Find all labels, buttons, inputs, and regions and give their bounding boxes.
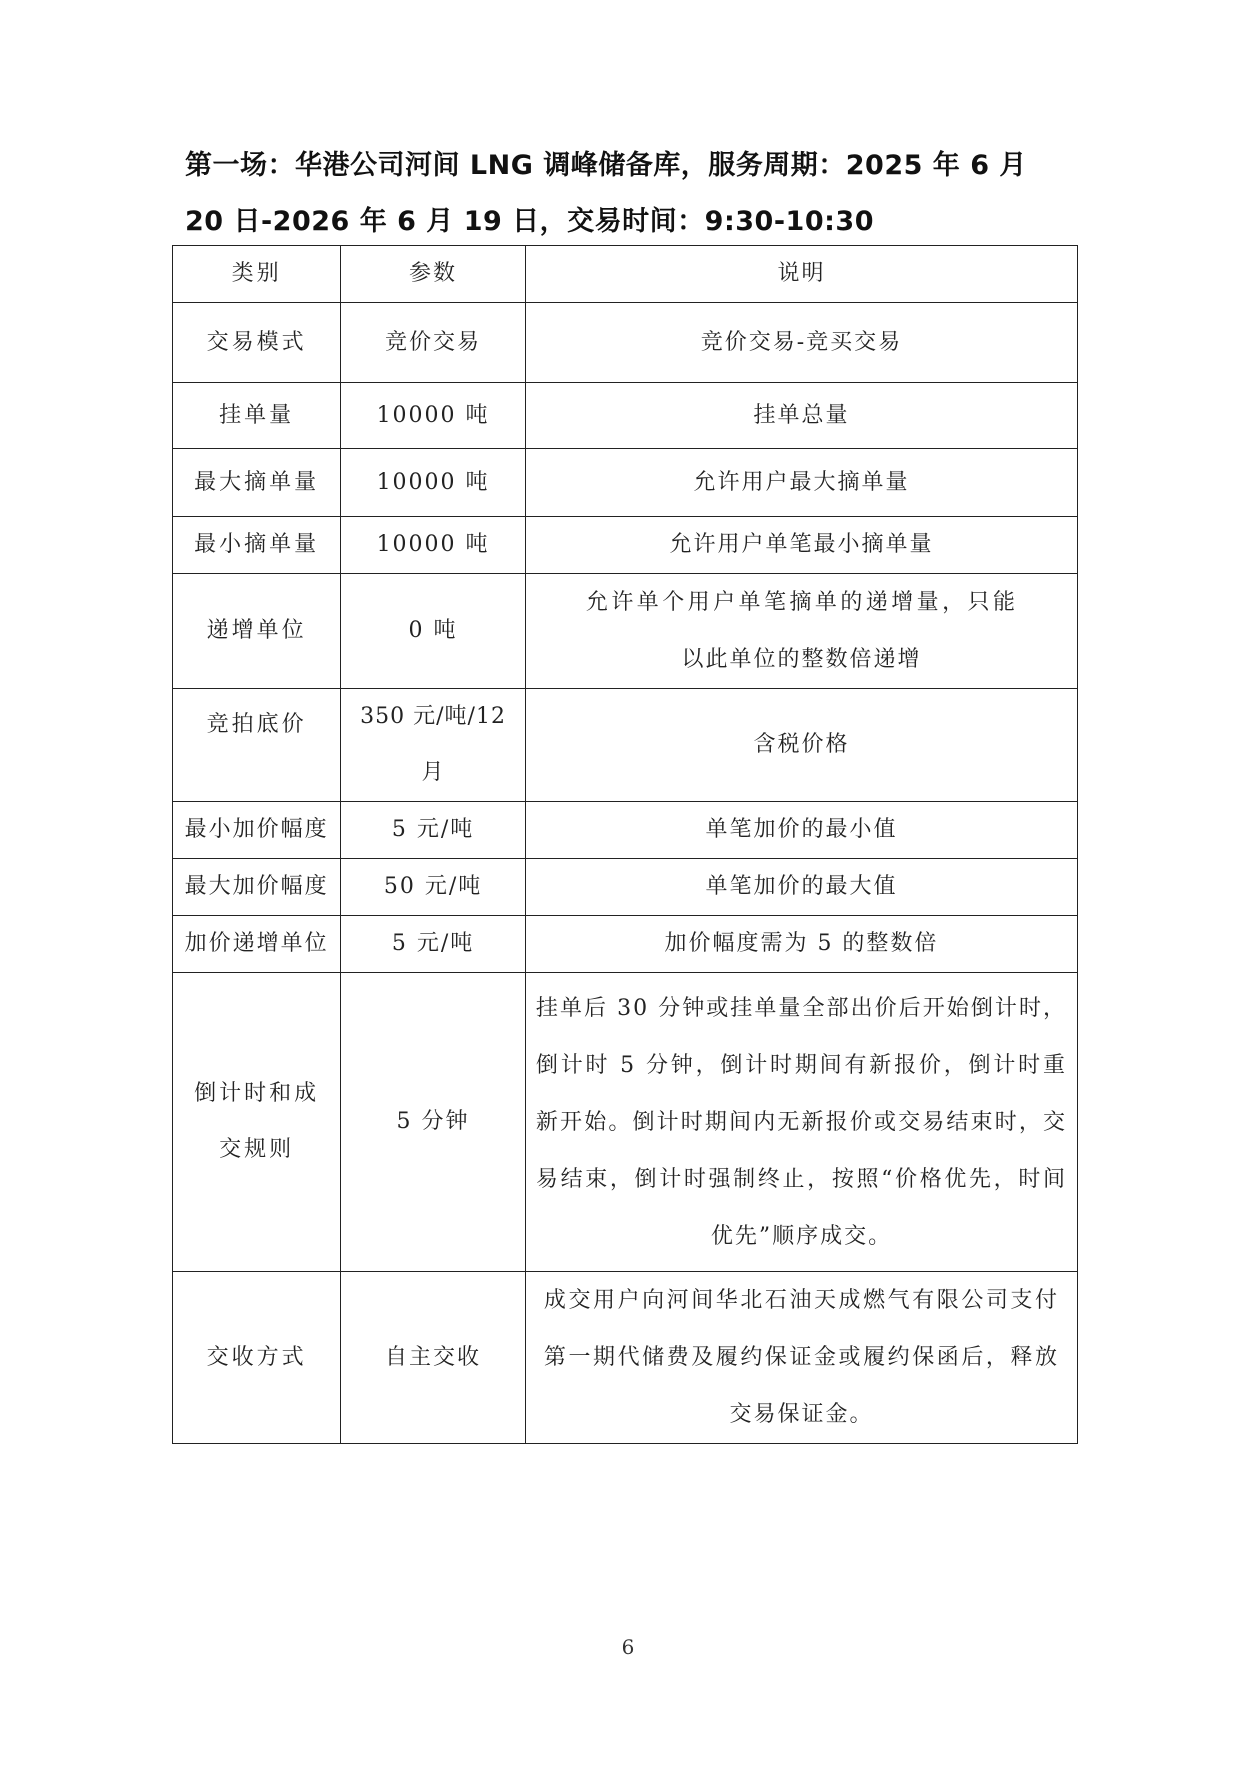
row-param: 5 元/吨 bbox=[341, 802, 526, 859]
table-row bbox=[173, 859, 1078, 916]
row-category: 倒计时和成交规则 bbox=[173, 973, 341, 1272]
row-param: 10000 吨 bbox=[341, 383, 526, 449]
row-desc: 成交用户向河间华北石油天成燃气有限公司支付第一期代储费及履约保证金或履约保函后，释放交易保证金。 bbox=[525, 1272, 1077, 1444]
row-desc: 允许用户单笔最小摘单量 bbox=[525, 517, 1077, 574]
row-category: 最小加价幅度 bbox=[173, 802, 341, 859]
table-row bbox=[173, 383, 1078, 449]
table-row bbox=[173, 303, 1078, 383]
row-desc: 竞价交易-竞买交易 bbox=[525, 303, 1077, 383]
row-category: 交易模式 bbox=[173, 303, 341, 383]
row-param: 自主交收 bbox=[341, 1272, 526, 1444]
row-param: 0 吨 bbox=[341, 574, 526, 689]
table-row bbox=[173, 689, 1078, 802]
row-param: 50 元/吨 bbox=[341, 859, 526, 916]
trading-parameters-table bbox=[172, 245, 1078, 1444]
row-param: 10000 吨 bbox=[341, 449, 526, 517]
row-param: 10000 吨 bbox=[341, 517, 526, 574]
row-param: 350 元/吨/12 月 bbox=[341, 689, 526, 802]
row-desc: 挂单后 30 分钟或挂单量全部出价后开始倒计时，倒计时 5 分钟，倒计时期间有新报价，倒计时重新开始。倒计时期间内无新报价或交易结束时，交易结束，倒计时强制终止，按照“价格优先，时间优先”顺序成交。 bbox=[525, 973, 1077, 1272]
row-desc: 挂单总量 bbox=[525, 383, 1077, 449]
row-param: 5 元/吨 bbox=[341, 916, 526, 973]
table-row bbox=[173, 449, 1078, 517]
row-param: 竞价交易 bbox=[341, 303, 526, 383]
header-param: 参数 bbox=[341, 246, 526, 303]
table-row bbox=[173, 574, 1078, 689]
table-row bbox=[173, 517, 1078, 574]
row-category: 挂单量 bbox=[173, 383, 341, 449]
row-category: 交收方式 bbox=[173, 1272, 341, 1444]
row-desc: 加价幅度需为 5 的整数倍 bbox=[525, 916, 1077, 973]
table-row bbox=[173, 1272, 1078, 1444]
table-row bbox=[173, 916, 1078, 973]
row-category: 最大加价幅度 bbox=[173, 859, 341, 916]
table-row bbox=[173, 973, 1078, 1272]
row-category: 竞拍底价 bbox=[173, 689, 341, 802]
table-row bbox=[173, 802, 1078, 859]
row-desc: 单笔加价的最小值 bbox=[525, 802, 1077, 859]
heading-line-1: 第一场：华港公司河间 LNG 调峰储备库，服务周期：2025 年 6 月 bbox=[185, 150, 1027, 181]
row-desc: 含税价格 bbox=[525, 689, 1077, 802]
heading-line-2: 20 日-2026 年 6 月 19 日，交易时间：9:30-10:30 bbox=[185, 206, 874, 237]
row-category: 递增单位 bbox=[173, 574, 341, 689]
header-category: 类别 bbox=[173, 246, 341, 303]
section-heading bbox=[185, 138, 1085, 250]
row-category: 加价递增单位 bbox=[173, 916, 341, 973]
table-header-row bbox=[173, 246, 1078, 303]
header-desc: 说明 bbox=[525, 246, 1077, 303]
row-desc: 允许用户最大摘单量 bbox=[525, 449, 1077, 517]
row-category: 最大摘单量 bbox=[173, 449, 341, 517]
page-number: 6 bbox=[621, 1635, 635, 1659]
row-category: 最小摘单量 bbox=[173, 517, 341, 574]
row-desc: 允许单个用户单笔摘单的递增量，只能以此单位的整数倍递增 bbox=[525, 574, 1077, 689]
row-desc: 单笔加价的最大值 bbox=[525, 859, 1077, 916]
row-param: 5 分钟 bbox=[341, 973, 526, 1272]
